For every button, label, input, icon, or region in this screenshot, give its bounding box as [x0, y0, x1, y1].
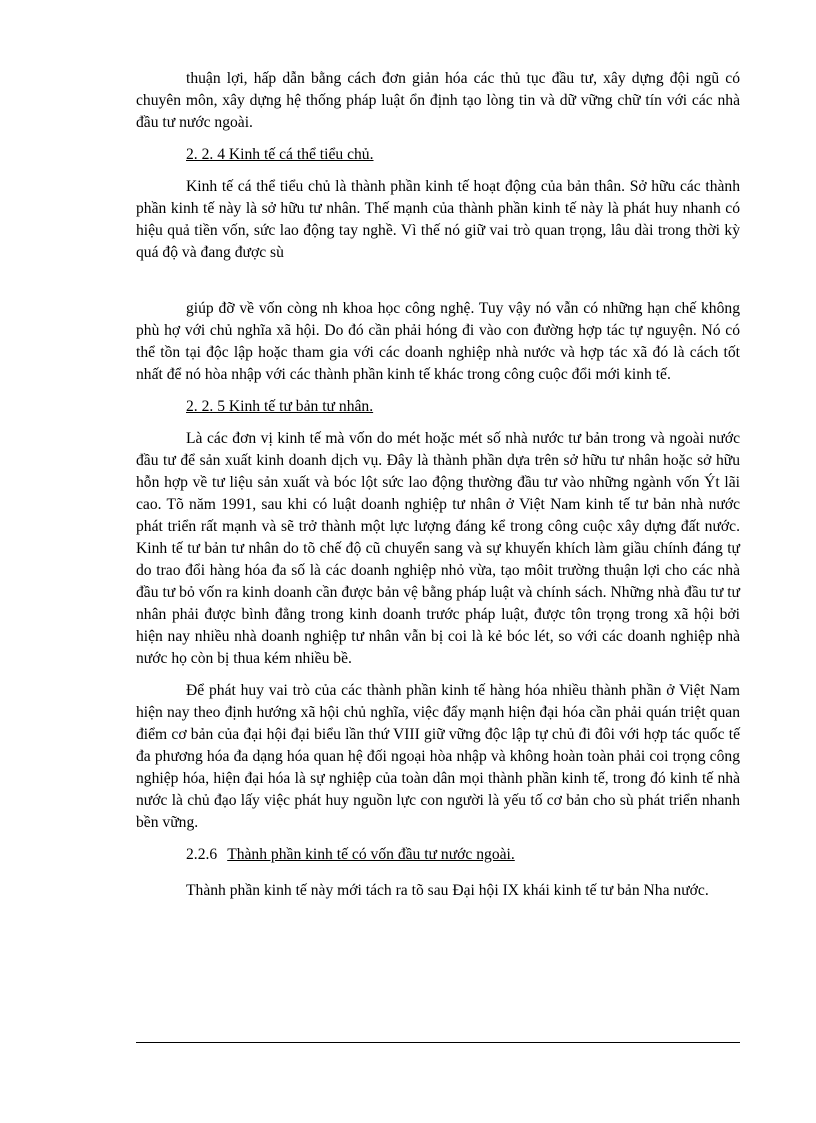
paragraph-continuation: thuận lợi, hấp dẫn bằng cách đơn giản hóa các thủ tục đầu tư, xây dựng đội ngũ có chuyên môn, xây dựng hệ thống pháp luật ổn định tạo lòng tin và dữ vững chữ tín với các nhà đầu tư nước ngoài. — [136, 70, 740, 131]
section-heading-2-2-6 — [186, 844, 740, 866]
section-heading-text: 2. 2. 5 Kinh tế tư bản tư nhân. — [186, 398, 374, 415]
paragraph-von-dau-tu-nuoc-ngoai: Thành phần kinh tế này mới tách ra tõ sau Đại hội IX khái kinh tế tư bản Nha nước. — [186, 882, 709, 899]
section-heading-text: 2. 2. 4 Kinh tế cá thể tiểu chủ. — [186, 146, 374, 163]
document-page — [136, 68, 740, 912]
section-heading-2-2-5 — [186, 396, 740, 418]
paragraph-tu-ban-tu-nhan: Là các đơn vị kinh tế mà vốn do mét hoặc mét số nhà nước tư bản trong và ngoài nước đầu tư để sản xuất kinh doanh dịch vụ. Đây là thành phần dựa trên sở hữu tư nhân hoặc sở hữu hỗn hợp về tư liệu sản xuất và bóc lột sức lao động thường đầu tư vào những ngành vốn Ýt lãi cao. Tõ năm 1991, sau khi có luật doanh nghiệp tư nhân ở Việt Nam kinh tế tư bản nhà nước phát triển rất mạnh và sẽ trở thành một lực lượng đáng kể trong công cuộc xây dựng đất nước. Kinh tế tư bản tư nhân do tõ chế độ cũ chuyển sang và sự khuyến khích làm giầu chính đáng tự do trao đổi hàng hóa đa số là các doanh nghiệp nhỏ vừa, tạo môit trường thuận lợi cho các nhà đầu tư bỏ vốn ra kinh doanh cần được bản vệ bằng pháp luật và chính sách. Những nhà đầu tư tư nhân phải được bình đẳng trong kinh doanh trước pháp luật, được tôn trọng trong xã hội bởi hiện nay nhiều nhà doanh nghiệp tư nhân vẫn bị coi là kẻ bóc lét, so với các doanh nghiệp nhà nước họ còn bị thua kém nhiều bề. — [136, 430, 740, 667]
section-heading-text: Thành phần kinh tế có vốn đầu tư nước ngoài. — [227, 846, 515, 863]
page-gap — [136, 274, 740, 298]
paragraph-ca-the-tieu-chu: Kinh tế cá thể tiểu chủ là thành phần kinh tế hoạt động của bản thân. Sở hữu các thành phần kinh tế này là sở hữu tư nhân. Thế mạnh của thành phần kinh tế này là phát huy nhanh có hiệu quả tiền vốn, sức lao động tay nghề. Vì thế nó giữ vai trò quan trọng, lâu dài trong thời kỳ quá độ và đang được sù — [136, 178, 740, 261]
section-heading-2-2-4 — [186, 144, 740, 166]
paragraph-ca-the-tieu-chu-cont: giúp đỡ về vốn còng nh khoa học công nghệ. Tuy vậy nó vẫn có những hạn chế không phù hợ với chủ nghĩa xã hội. Do đó cần phải hóng đi vào con đường hợp tác tự nguyện. Nó có thể tồn tại độc lập hoặc tham gia với các doanh nghiệp nhà nước và hợp tác xã đó là cách tốt nhất để nó hòa nhập với các thành phần kinh tế khác trong công cuộc đổi mới kinh tế. — [136, 300, 740, 383]
section-heading-number: 2.2.6 — [186, 846, 218, 863]
footer-rule — [136, 1042, 740, 1043]
paragraph-phat-huy-vai-tro: Để phát huy vai trò của các thành phần kinh tế hàng hóa nhiều thành phần ở Việt Nam hiện nay theo định hướng xã hội chủ nghĩa, việc đẩy mạnh hiện đại hóa cần phải quán triệt quan điểm cơ bản của đại hội đại biểu lần thứ VIII giữ vững độc lập tự chủ đi đôi với hợp tác quốc tế đa phương hóa đa dạng hóa quan hệ đối ngoại hòa nhập và không hoàn toàn phải coi trọng công nghiệp hóa, hiện đại hóa là sự nghiệp của toàn dân mọi thành phần kinh tế, trong đó kinh tế nhà nước là chủ đạo lấy việc phát huy nguồn lực con người là yếu tố cơ bản cho sù phát triển nhanh bền vững. — [136, 682, 740, 831]
